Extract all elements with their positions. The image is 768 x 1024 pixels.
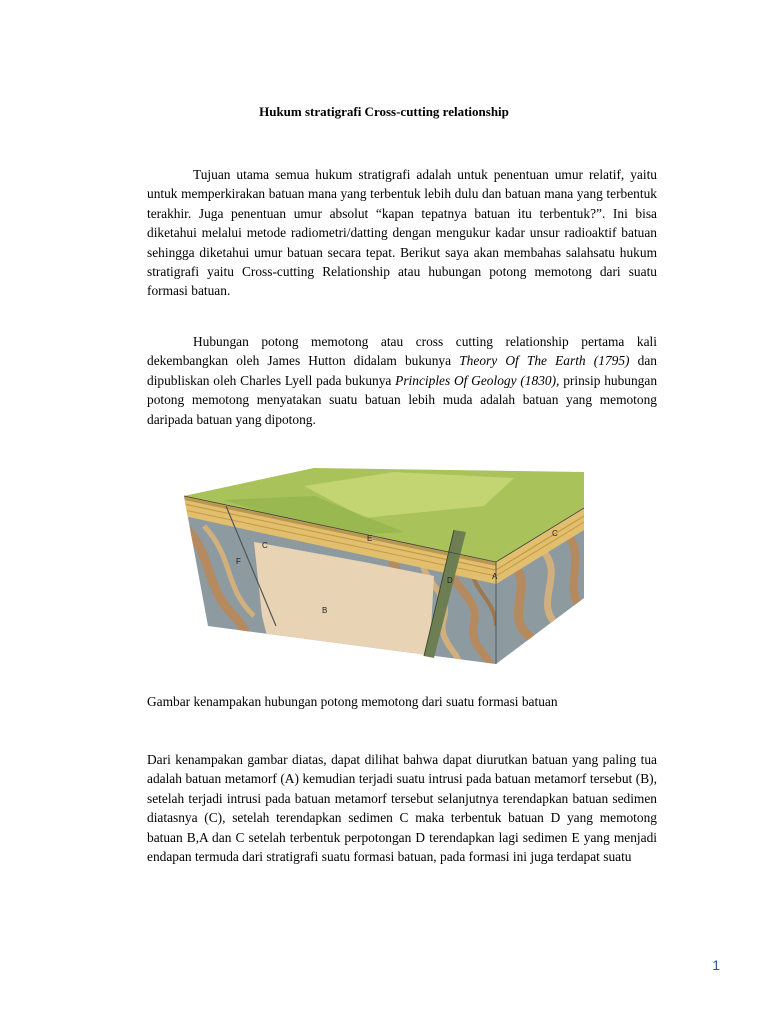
cross-section-figure [184,466,590,664]
label-c-right: C [552,529,558,538]
book-title-principles-of-geology: Principles Of Geology (1830), [395,372,560,388]
document-title: Hukum stratigrafi Cross-cutting relationship [259,104,509,119]
book-title-theory-of-the-earth: Theory Of The Earth (1795) [459,353,630,369]
label-e: E [367,534,373,543]
label-c-left: C [262,541,268,550]
paragraph-history [147,332,657,429]
figure-caption: Gambar kenampakan hubungan potong memotong dari suatu formasi batuan [147,694,558,709]
label-f: F [236,557,241,566]
paragraph-explanation: Dari kenampakan gambar diatas, dapat dilihat bahwa dapat diurutkan batuan yang paling tua adalah batuan metamorf (A) kemudian terjadi suatu intrusi pada batuan metamorf tersebut (B), setelah terjadi intrusi pada batuan metamorf tersebut selanjutnya terendapkan batuan sedimen diatasnya (C), setelah terendapkan sedimen C maka terbentuk batuan D yang memotong batuan B,A dan C setelah terbentuk perpotongan D terendapkan lagi sedimen E yang menjadi endapan termuda dari stratigrafi suatu formasi batuan, pada formasi ini juga terdapat suatu [147,752,657,865]
paragraph-history-text-a: Hubungan potong memotong atau cross cutting relationship pertama kali dekembangkan oleh James Hutton didalam bukunya [147,334,657,369]
label-a: A [492,572,498,581]
paragraph-intro-text: Tujuan utama semua hukum stratigrafi adalah untuk penentuan umur relatif, yaitu untuk memperkirakan batuan mana yang terbentuk lebih dulu dan batuan mana yang terbentuk terakhir. Juga penentuan umur absolut “kapan tepatnya batuan itu terbentuk?”. Ini bisa diketahui melalui metode radiometri/datting dengan mengukur kadar unsur radioaktif batuan sehingga diketahui umur batuan secara tepat. Berikut saya akan membahas salahsatu hukum stratigrafi yaitu Cross-cutting Relationship atau hubungan potong memotong dari suatu formasi batuan. [147,167,657,299]
paragraph-history-text-b: dan dipubliskan oleh Charles Lyell pada bukunya [147,353,657,388]
label-d: D [447,576,453,585]
paragraph-history-text-c: prinsip hubungan potong memotong menyatakan suatu batuan lebih muda adalah batuan yang memotong daripada batuan yang dipotong. [147,372,658,427]
label-b: B [322,606,328,615]
page-number: 1 [712,957,720,973]
paragraph-intro [147,165,657,301]
